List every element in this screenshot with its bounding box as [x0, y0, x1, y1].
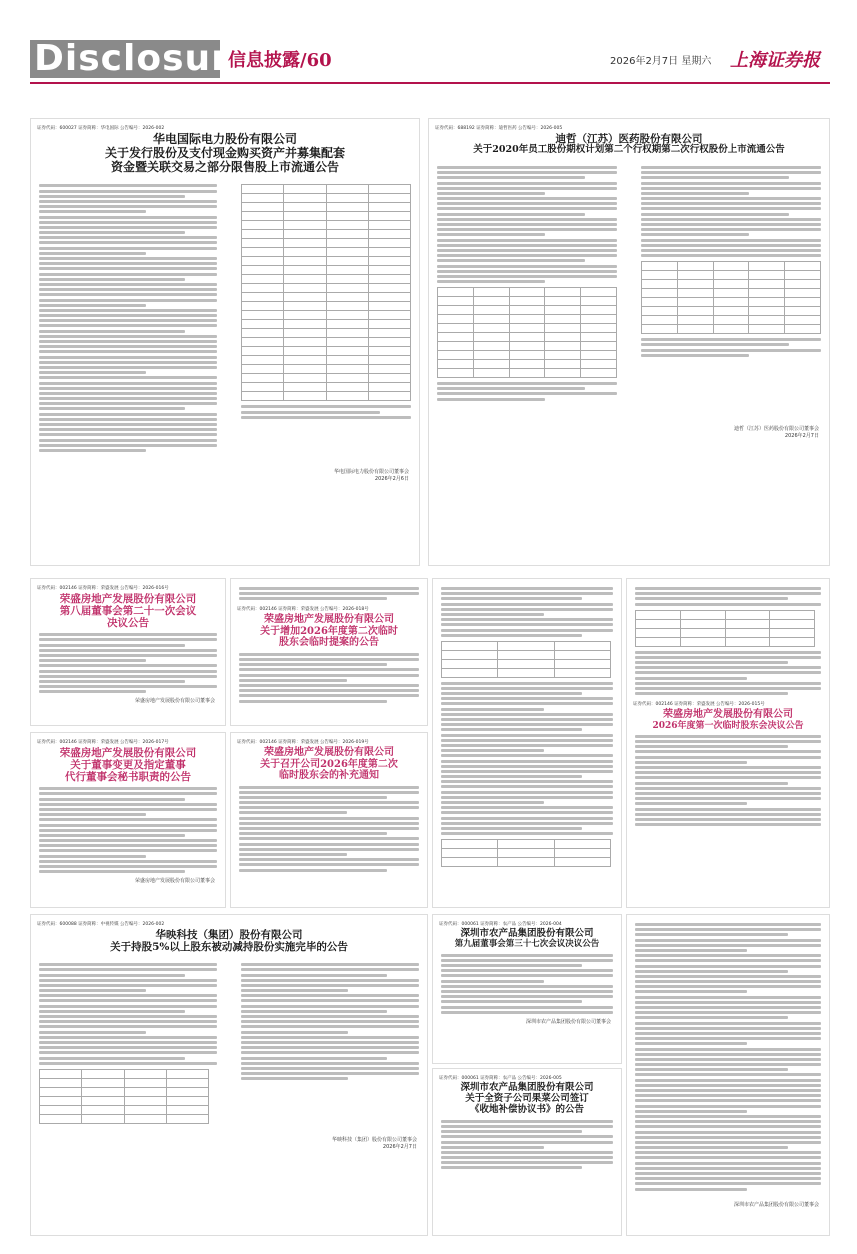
announcement-title-line: 股东会临时提案的公告: [279, 637, 379, 649]
announcement-agri-board: [432, 914, 622, 1064]
voting-table: [441, 839, 611, 867]
share-structure-table: [641, 261, 821, 334]
announcement-title-line: 关于董事变更及指定董事: [70, 759, 186, 772]
announcement-code: 证券代码：002146 证券简称：荣盛发展 公告编号：2026-019号: [237, 740, 369, 745]
body-text: [39, 787, 217, 873]
announcement-title-line: 深圳市农产品集团股份有限公司: [460, 928, 594, 939]
announcement-title-line: 荣盛房地产发展股份有限公司: [264, 614, 394, 626]
announcement-title-line: 迪哲（江苏）医药股份有限公司: [555, 133, 703, 145]
announcement-huaying: [30, 914, 428, 1236]
body-text: [635, 923, 821, 1191]
body-text: [641, 166, 821, 257]
announcement-code: 证券代码：000061 证券简称：农产品 公告编号：2026-005: [439, 1076, 562, 1081]
announcement-title-line: 关于全资子公司果菜公司签订: [465, 1092, 589, 1104]
announcement-risesun-proposal: [230, 578, 428, 726]
announcement-risesun-board: [30, 578, 226, 726]
announcement-title-line: 临时股东会的补充通知: [279, 770, 379, 781]
announcement-risesun-director: [30, 732, 226, 908]
masthead-rule: [30, 82, 830, 84]
body-text: [39, 963, 217, 1065]
signature: 华映科技（集团）股份有限公司董事会: [331, 1136, 417, 1143]
body-text: [239, 786, 419, 872]
announcement-title-line: 第八届董事会第二十一次会议: [59, 605, 197, 618]
shareholding-table: [241, 184, 411, 401]
announcement-title-line: 深圳市农产品集团股份有限公司: [460, 1082, 594, 1093]
issue-date: 2026年2月7日 星期六: [610, 56, 712, 67]
body-text: [39, 633, 217, 693]
announcement-agri-compensation: [432, 1068, 622, 1236]
signature: 荣盛房地产发展股份有限公司董事会: [134, 878, 215, 885]
announcement-code: 证券代码：002146 证券简称：荣盛发展 公告编号：2026-015号: [633, 702, 765, 708]
signature: 深圳市农产品集团股份有限公司董事会: [525, 1018, 611, 1025]
body-text: [239, 653, 419, 703]
announcement-risesun-notice: [230, 732, 428, 908]
masthead-logo: Disclosure: [30, 40, 220, 78]
announcement-title-line: 关于持股5%以上股东被动减持股份实施完毕的公告: [110, 941, 348, 954]
announcement-title-line: 荣盛房地产发展股份有限公司: [59, 747, 197, 759]
announcement-code: 证券代码：002146 证券简称：荣盛发展 公告编号：2026-016号: [37, 586, 169, 591]
announcement-title-line: 第九届董事会第三十七次会议决议公告: [454, 938, 600, 949]
reduction-table: [39, 1069, 209, 1124]
body-text: [437, 166, 617, 283]
body-text: [441, 1120, 613, 1170]
announcement-title-line: 荣盛房地产发展股份有限公司: [663, 709, 793, 721]
announcement-title-line: 荣盛房地产发展股份有限公司: [59, 593, 197, 605]
section-title: 信息披露/60: [228, 50, 332, 71]
announcement-continuation: [432, 578, 622, 908]
proposal-table: [441, 641, 611, 678]
announcement-risesun-resolution: [626, 578, 830, 908]
option-table: [437, 287, 617, 378]
masthead: [0, 0, 857, 96]
announcement-dizal: [428, 118, 830, 566]
announcement-code: 证券代码：600027 证券简称：华电国际 公告编号：2026-002: [37, 126, 165, 131]
announcement-title-line: 关于2020年员工股份期权计划第二个行权期第二次行权股份上市流通公告: [473, 144, 785, 156]
body-text: [441, 587, 613, 637]
announcement-code: 证券代码：000061 证券简称：农产品 公告编号：2026-004: [439, 922, 562, 927]
newspaper-name: 上海证券报: [730, 50, 820, 71]
announcement-code: 证券代码：002146 证券简称：荣盛发展 公告编号：2026-018号: [237, 607, 369, 613]
announcement-code: 证券代码：002146 证券简称：荣盛发展 公告编号：2026-017号: [37, 740, 169, 745]
body-text: [441, 954, 613, 1014]
body-text: [241, 963, 419, 1080]
body-text: [39, 184, 217, 454]
signature-date: 2026年2月7日: [382, 1143, 417, 1150]
body-text: [635, 587, 821, 606]
announcement-title-line: 资金暨关联交易之部分限售股上市流通公告: [110, 159, 339, 174]
announcement-title-line: 关于召开公司2026年度第二次: [260, 758, 398, 770]
announcement-title-line: 荣盛房地产发展股份有限公司: [264, 747, 394, 758]
signature-date: 2026年2月7日: [784, 432, 819, 439]
announcement-title-line: 华电国际电力股份有限公司: [152, 132, 297, 146]
announcement-huadian: [30, 118, 420, 566]
announcement-title-line: 关于增加2026年度第二次临时: [260, 625, 398, 637]
body-text: [239, 587, 419, 600]
announcement-title-line: 决议公告: [107, 617, 149, 630]
announcement-title-line: 关于发行股份及支付现金购买资产并募集配套: [104, 145, 345, 160]
announcement-title-line: 2026年度第一次临时股东会决议公告: [652, 720, 804, 731]
announcement-title-line: 《收地补偿协议书》的公告: [469, 1103, 584, 1115]
signature-date: 2026年2月6日: [374, 476, 409, 483]
vote-table: [635, 610, 815, 647]
announcement-code: 证券代码：688192 证券简称：迪哲医药 公告编号：2026-005: [435, 126, 563, 131]
signature: 深圳市农产品集团股份有限公司董事会: [733, 1201, 819, 1208]
signature: 荣盛房地产发展股份有限公司董事会: [134, 698, 215, 705]
announcement-code: 证券代码：600088 证券简称：中视传媒 公告编号：2026-002: [37, 922, 165, 927]
body-text: [635, 735, 821, 826]
signature: 迪哲（江苏）医药股份有限公司董事会: [733, 425, 819, 432]
announcement-agri-continuation: [626, 914, 830, 1236]
signature: 华电国际电力股份有限公司董事会: [333, 469, 409, 476]
announcement-title-line: 华映科技（集团）股份有限公司: [155, 929, 303, 941]
announcement-title-line: 代行董事会秘书职责的公告: [65, 771, 191, 784]
